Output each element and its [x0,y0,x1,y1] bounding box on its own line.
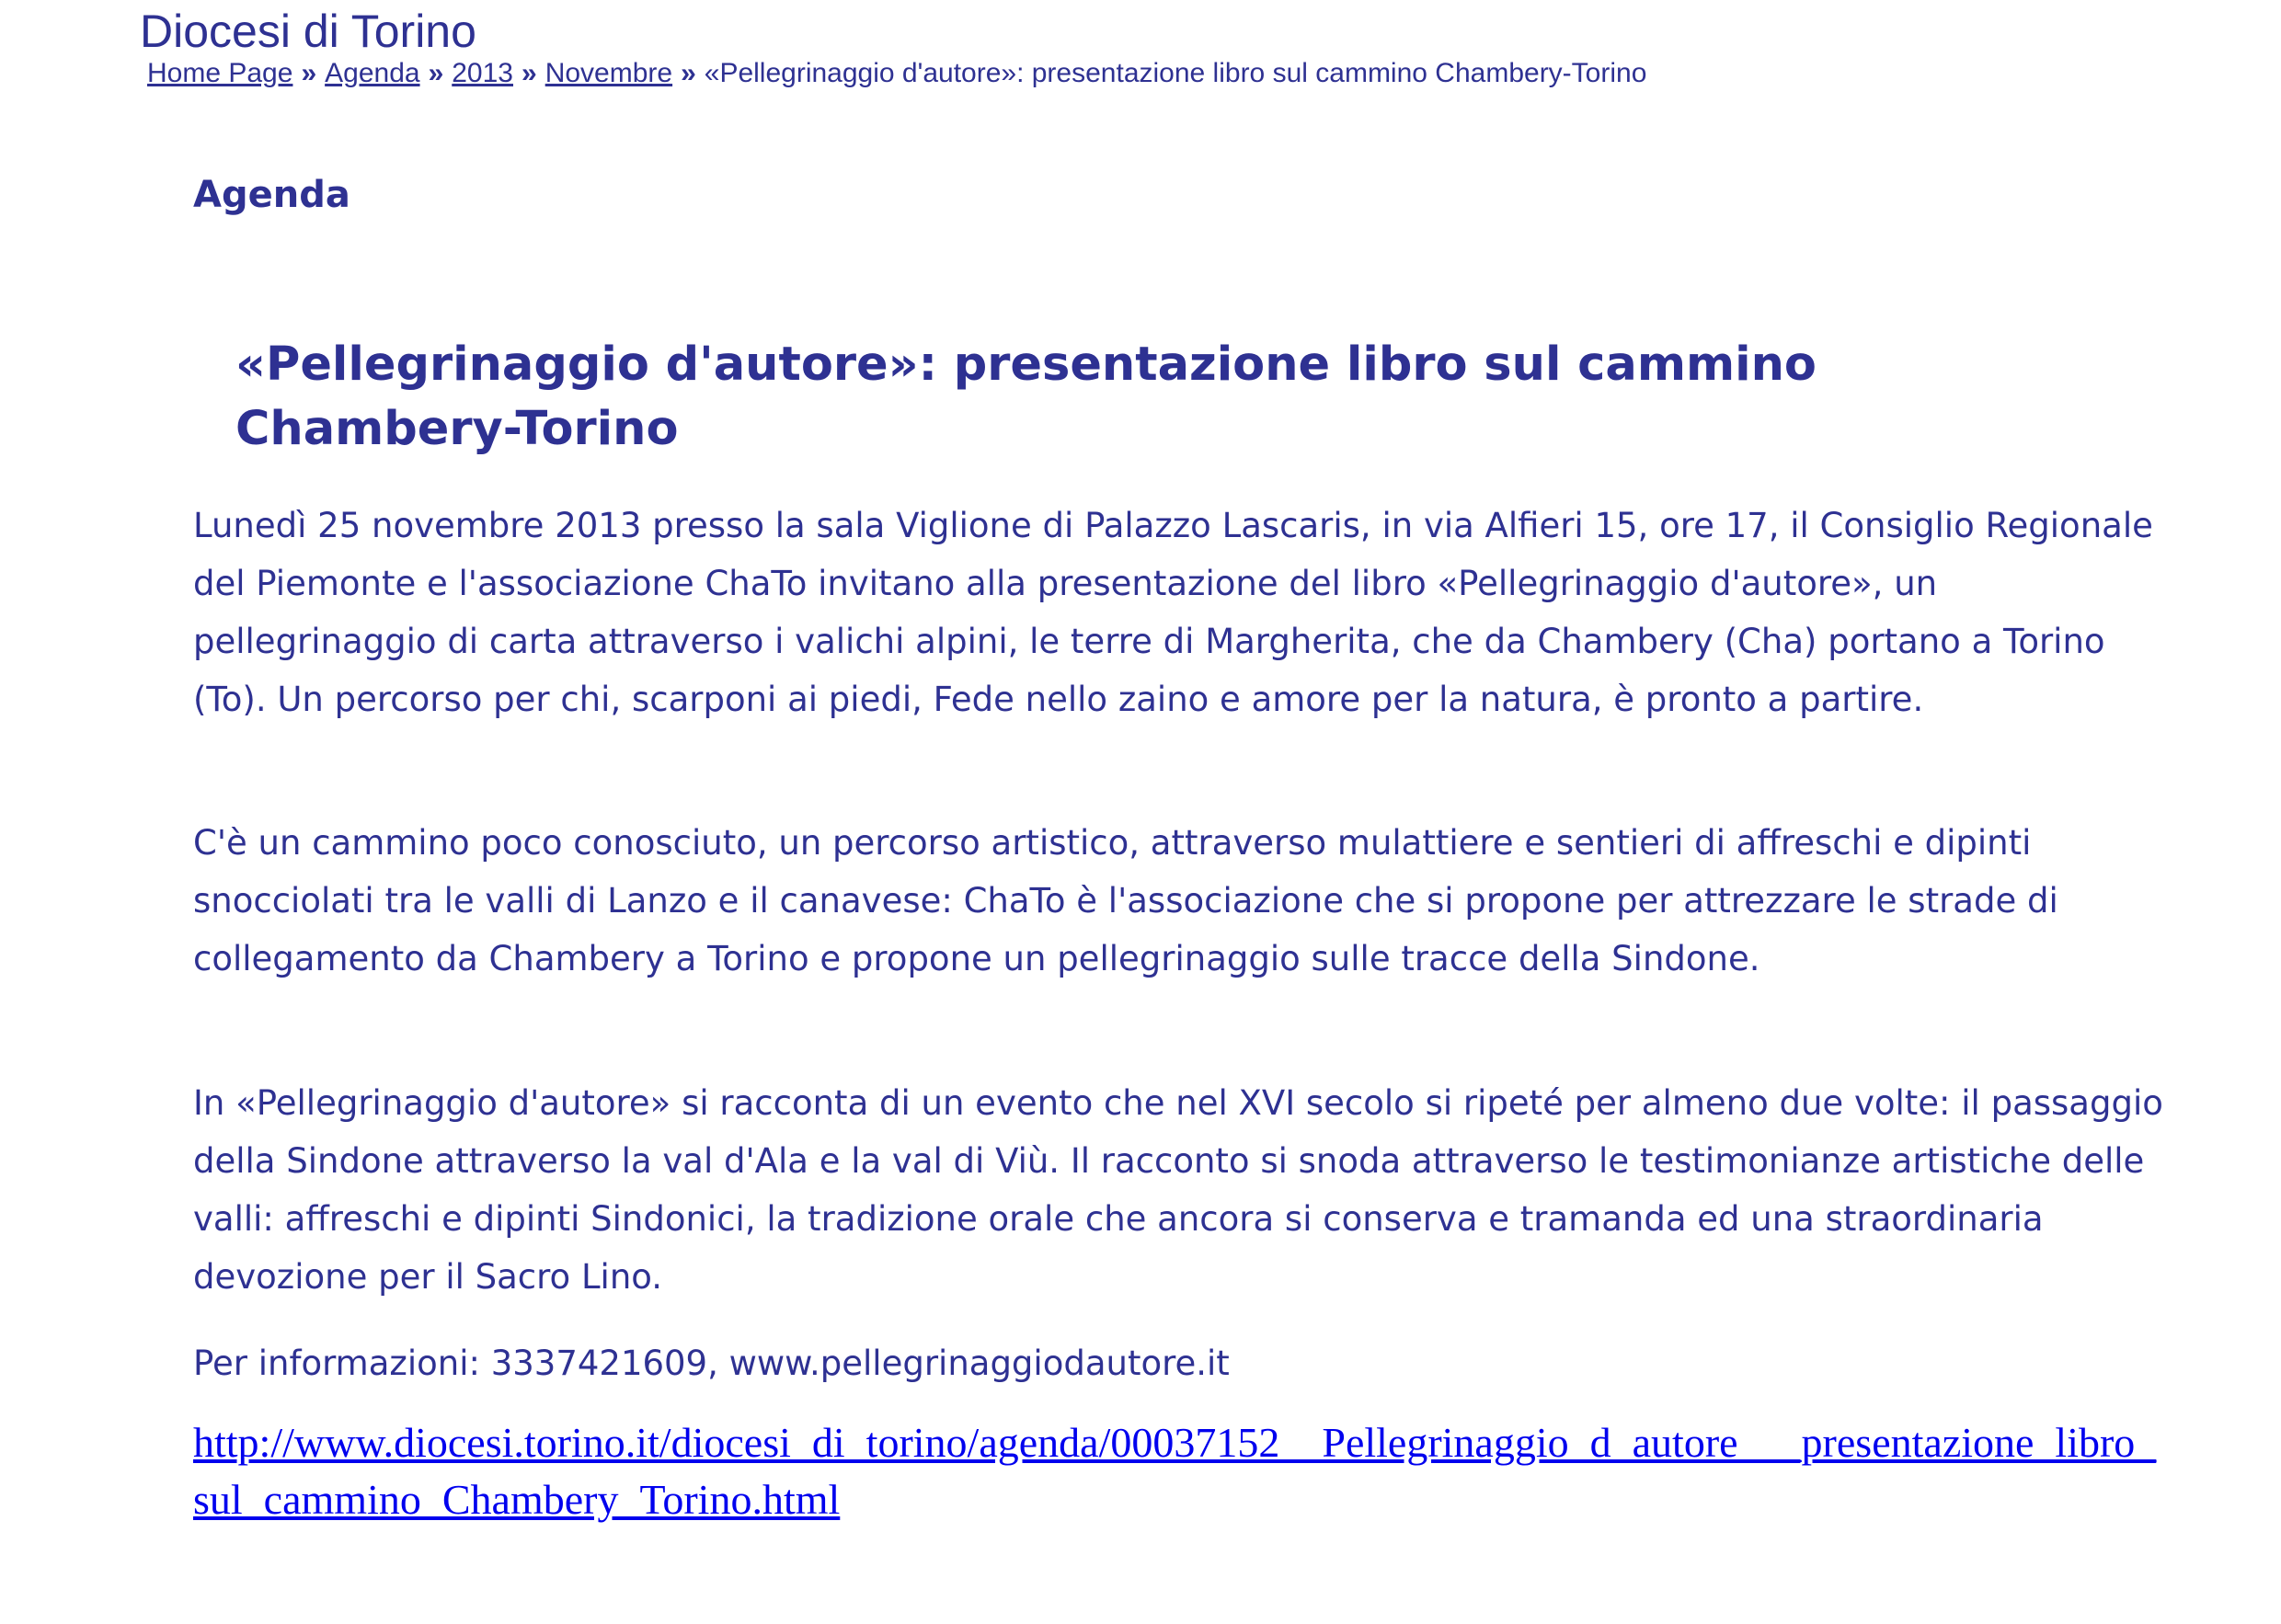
source-url-link[interactable]: http://www.diocesi.torino.it/diocesi_di_torino/agenda/00037152__Pellegrinaggio_d_autore___presentazione_libro_sul_cammino_Chambery_Torino.html [193,1419,2157,1523]
breadcrumb-separator: » [428,58,444,88]
breadcrumb-separator: » [301,58,317,88]
site-title: Diocesi di Torino [140,6,476,57]
breadcrumb-link-home[interactable]: Home Page [147,58,293,88]
breadcrumb-link-agenda[interactable]: Agenda [325,58,420,88]
breadcrumb [147,55,1646,92]
section-heading: Agenda [193,174,350,216]
breadcrumb-link-month[interactable]: Novembre [544,58,673,88]
event-description-paragraph: C'è un cammino poco conosciuto, un percorso artistico, attraverso mulattiere e sentieri di affreschi e dipinti snocciolati tra le valli di Lanzo e il canavese: ChaTo è l'associazione che si propone per attrezzare le strade di collegamento da Chambery a Torino e propone un pellegrinaggio sulle tracce della Sindone. [193,823,2058,978]
event-description-paragraph: In «Pellegrinaggio d'autore» si racconta di un evento che nel XVI secolo si ripeté per almeno due volte: il passaggio della Sindone attraverso la val d'Ala e la val di Viù. Il racconto si snoda attraverso le testimonianze artistiche delle valli: affreschi e dipinti Sindonici, la tradizione orale che ancora si conserva e tramanda ed una straordinaria devozione per il Sacro Lino. [193,1083,2163,1297]
event-description-paragraph: Lunedì 25 novembre 2013 presso la sala Viglione di Palazzo Lascaris, in via Alfieri 15, ore 17, il Consiglio Regionale del Piemonte e l'associazione ChaTo invitano alla presentazione del libro «Pellegrinaggio d'autore», un pellegrinaggio di carta attraverso i valichi alpini, le terre di Margherita, che da Chambery (Cha) portano a Torino (To). Un percorso per chi, scarponi ai piedi, Fede nello zaino e amore per la natura, è pronto a partire. [193,506,2153,719]
breadcrumb-link-year[interactable]: 2013 [452,58,513,88]
breadcrumb-current: «Pellegrinaggio d'autore»: presentazione libro sul cammino Chambery-Torino [704,58,1647,88]
event-title: «Pellegrinaggio d'autore»: presentazione libro sul cammino Chambery-Torino [235,337,1817,456]
breadcrumb-separator: » [522,58,537,88]
breadcrumb-separator: » [681,58,696,88]
contact-info: Per informazioni: 3337421609, www.pellegrinaggiodautore.it [193,1344,1230,1383]
